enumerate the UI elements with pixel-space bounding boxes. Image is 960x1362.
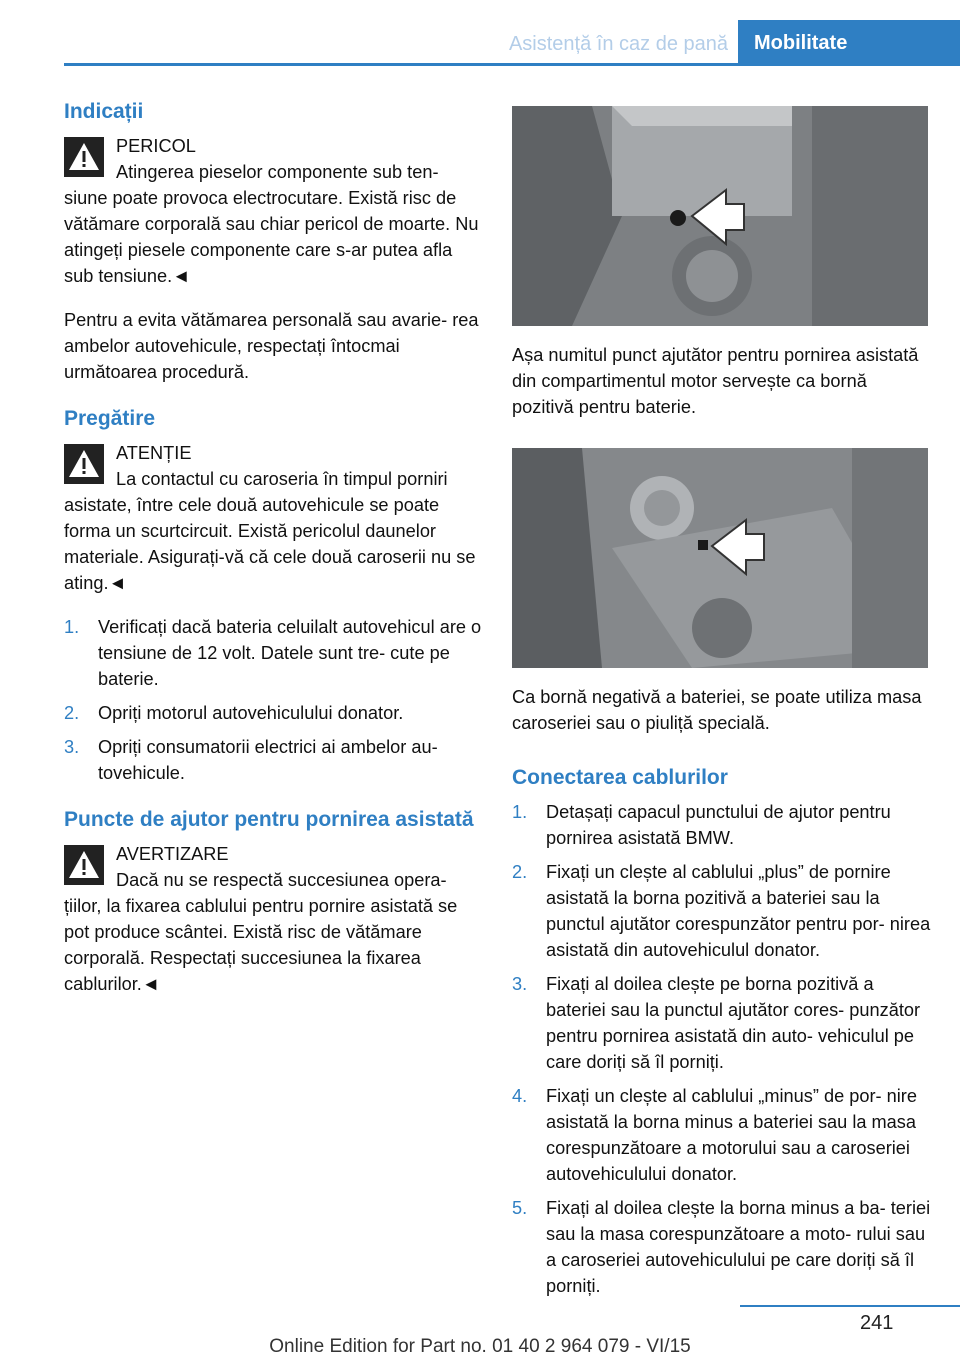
warning-triangle-icon <box>64 444 104 484</box>
list-item: 2. Fixați un clește al cablului „plus” de pornire asistată la borna pozitivă a bateriei sau la punctul ajutător corespunzător pentru por- nirea asistată din autovehiculul donator. <box>512 862 931 960</box>
warning-avertizare <box>64 841 484 997</box>
footer-rule <box>740 1305 960 1307</box>
warning-atentie <box>64 440 484 596</box>
warning-title: AVERTIZARE <box>116 844 229 864</box>
intro-paragraph: Pentru a evita vătămarea personală sau avarie- rea ambelor autovehicule, respectați întocmai următoarea procedură. <box>64 310 479 382</box>
engine-photo-positive-terminal <box>512 106 928 326</box>
header-section-title: Asistență în caz de pană <box>508 33 728 55</box>
header-tab-mobilitate: Mobilitate <box>738 20 960 66</box>
list-item: 1. Detașați capacul punctului de ajutor pentru pornirea asistată BMW. <box>512 802 891 848</box>
warning-triangle-icon <box>64 137 104 177</box>
heading-conectare: Conectarea cablurilor <box>512 766 728 789</box>
engine-photo-negative-terminal <box>512 448 928 668</box>
heading-puncte: Puncte de ajutor pentru pornirea asistată <box>64 808 474 831</box>
warning-title: PERICOL <box>116 136 196 156</box>
right-column <box>512 106 932 1319</box>
warning-triangle-icon <box>64 845 104 885</box>
warning-pericol <box>64 133 484 289</box>
engine-bay-illustration <box>512 448 928 668</box>
heading-indicatii: Indicații <box>64 100 144 123</box>
list-item: 3. Fixați al doilea clește pe borna pozitivă a bateriei sau la punctul ajutător cores- punzător pentru pornirea asistată din auto- vehiculul pe care doriți să îl porniți. <box>512 974 921 1072</box>
left-column <box>64 98 484 1015</box>
preparation-steps <box>64 614 484 786</box>
list-item: 3. Opriți consumatorii electrici ai ambelor au- tovehicule. <box>64 737 438 783</box>
connection-steps <box>512 799 932 1299</box>
list-item: 4. Fixați un clește al cablului „minus” de por- nire asistată la borna minus a bateriei sau la masa corespunzătoare a motorului sau a caroseriei autovehiculului donator. <box>512 1086 917 1184</box>
warning-body: La contactul cu caroseria în timpul porniri asistate, între cele două autovehicule se poate forma un scurtcircuit. Există pericolul daunelor materiale. Asigurați-vă că cele două caroserii nu se ating.◄ <box>64 469 476 593</box>
warning-body: Atingerea pieselor componente sub ten- siune poate provoca electrocutare. Există risc de vătămare corporală sau chiar pericol de moarte. Nu atingeți piesele componente care s-ar putea afla sub tensiune.◄ <box>64 162 479 286</box>
warning-body: Dacă nu se respectă succesiunea opera- țiilor, la fixarea cablului pentru pornire asistată se pot produce scântei. Există risc de vătămare corporală. Respectați succesiunea la fixarea cablurilor.◄ <box>64 870 458 994</box>
heading-pregatire: Pregătire <box>64 407 156 430</box>
list-item: 5. Fixați al doilea clește la borna minus a ba- teriei sau la masa corespunzătoare a moto- rului sau a caroseriei autovehiculului pe care doriți să îl porniți. <box>512 1198 931 1296</box>
list-item: 2. Opriți motorul autovehiculului donator. <box>64 703 404 723</box>
photo-caption-positive: Așa numitul punct ajutător pentru pornirea asistată din compartimentul motor servește ca bornă pozitivă pentru baterie. <box>512 345 919 417</box>
warning-title: ATENȚIE <box>116 443 192 463</box>
footer-edition: Online Edition for Part no. 01 40 2 964 079 - VI/15 <box>269 1336 691 1357</box>
list-item: 1. Verificați dacă bateria celuilalt autovehicul are o tensiune de 12 volt. Datele sunt tre- cute pe baterie. <box>64 617 482 689</box>
engine-bay-illustration <box>512 106 928 326</box>
photo-caption-negative: Ca bornă negativă a bateriei, se poate utiliza masa caroseriei sau o piuliță specială. <box>512 687 922 733</box>
page-number: 241 <box>860 1312 894 1334</box>
header-rule <box>64 63 960 66</box>
